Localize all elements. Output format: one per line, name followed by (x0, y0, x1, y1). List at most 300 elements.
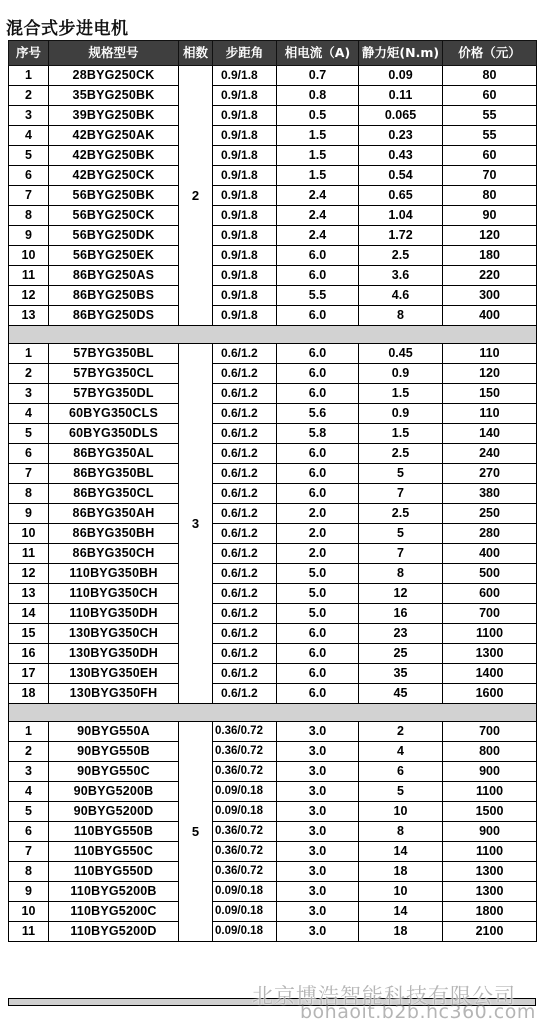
cell-phase-current: 2.4 (277, 226, 359, 246)
cell-step-angle: 0.9/1.8 (213, 166, 277, 186)
cell-model: 60BYG350CLS (49, 404, 179, 424)
cell-index: 13 (9, 584, 49, 604)
table-row (9, 742, 537, 762)
cell-price: 1300 (443, 644, 537, 664)
cell-price: 80 (443, 186, 537, 206)
cell-model: 86BYG250DS (49, 306, 179, 326)
cell-model: 86BYG350AH (49, 504, 179, 524)
cell-phase-current: 2.0 (277, 544, 359, 564)
table-row (9, 862, 537, 882)
cell-model: 130BYG350CH (49, 624, 179, 644)
cell-index: 17 (9, 664, 49, 684)
table-row (9, 624, 537, 644)
cell-price: 1100 (443, 624, 537, 644)
cell-holding-torque: 4 (359, 742, 443, 762)
cell-index: 12 (9, 286, 49, 306)
cell-index: 8 (9, 484, 49, 504)
table-row (9, 644, 537, 664)
cell-holding-torque: 4.6 (359, 286, 443, 306)
table-row (9, 226, 537, 246)
cell-price: 80 (443, 66, 537, 86)
table-row (9, 782, 537, 802)
cell-holding-torque: 45 (359, 684, 443, 704)
table-row (9, 344, 537, 364)
cell-holding-torque: 8 (359, 564, 443, 584)
cell-index: 14 (9, 604, 49, 624)
table-row (9, 86, 537, 106)
table-row (9, 684, 537, 704)
table-row (9, 166, 537, 186)
cell-price: 1800 (443, 902, 537, 922)
cell-phase-current: 6.0 (277, 624, 359, 644)
cell-model: 56BYG250DK (49, 226, 179, 246)
cell-holding-torque: 8 (359, 306, 443, 326)
cell-phase-current: 0.7 (277, 66, 359, 86)
cell-model: 86BYG250BS (49, 286, 179, 306)
cell-index: 6 (9, 822, 49, 842)
table-row (9, 544, 537, 564)
header-model: 规格型号 (49, 41, 179, 66)
cell-step-angle: 0.36/0.72 (213, 742, 277, 762)
cell-phase-current: 3.0 (277, 762, 359, 782)
cell-step-angle: 0.9/1.8 (213, 226, 277, 246)
cell-index: 5 (9, 802, 49, 822)
cell-index: 5 (9, 146, 49, 166)
cell-phase-current: 6.0 (277, 344, 359, 364)
cell-phase-current: 2.0 (277, 504, 359, 524)
cell-phase-current: 3.0 (277, 822, 359, 842)
cell-step-angle: 0.6/1.2 (213, 624, 277, 644)
cell-step-angle: 0.6/1.2 (213, 544, 277, 564)
cell-holding-torque: 2.5 (359, 444, 443, 464)
cell-model: 86BYG350CL (49, 484, 179, 504)
cell-step-angle: 0.9/1.8 (213, 86, 277, 106)
cell-price: 55 (443, 106, 537, 126)
cell-step-angle: 0.9/1.8 (213, 106, 277, 126)
cell-index: 6 (9, 166, 49, 186)
cell-price: 110 (443, 344, 537, 364)
cell-price: 150 (443, 384, 537, 404)
cell-price: 270 (443, 464, 537, 484)
table-row (9, 206, 537, 226)
table-row (9, 286, 537, 306)
cell-holding-torque: 0.65 (359, 186, 443, 206)
table-row (9, 306, 537, 326)
cell-model: 90BYG5200D (49, 802, 179, 822)
cell-price: 800 (443, 742, 537, 762)
cell-index: 11 (9, 922, 49, 942)
cell-phase-current: 3.0 (277, 842, 359, 862)
cell-index: 8 (9, 206, 49, 226)
cell-phase-current: 6.0 (277, 684, 359, 704)
table-row (9, 902, 537, 922)
cell-index: 10 (9, 524, 49, 544)
table-row (9, 524, 537, 544)
cell-phase-current: 3.0 (277, 722, 359, 742)
cell-phase-current: 3.0 (277, 922, 359, 942)
watermark-company: 北京博浩智能科技有限公司 (252, 984, 516, 1008)
cell-index: 16 (9, 644, 49, 664)
cell-step-angle: 0.6/1.2 (213, 404, 277, 424)
cell-holding-torque: 1.04 (359, 206, 443, 226)
cell-holding-torque: 5 (359, 524, 443, 544)
cell-model: 39BYG250BK (49, 106, 179, 126)
cell-index: 4 (9, 404, 49, 424)
table-row (9, 404, 537, 424)
cell-model: 86BYG350BH (49, 524, 179, 544)
cell-index: 10 (9, 902, 49, 922)
table-row (9, 922, 537, 942)
cell-phase-current: 1.5 (277, 126, 359, 146)
cell-holding-torque: 0.065 (359, 106, 443, 126)
cell-model: 110BYG550D (49, 862, 179, 882)
cell-price: 1300 (443, 862, 537, 882)
cell-price: 90 (443, 206, 537, 226)
cell-phase-count: 3 (179, 344, 213, 704)
cell-holding-torque: 18 (359, 922, 443, 942)
table-row (9, 802, 537, 822)
cell-model: 57BYG350CL (49, 364, 179, 384)
cell-step-angle: 0.9/1.8 (213, 66, 277, 86)
cell-index: 11 (9, 266, 49, 286)
cell-holding-torque: 0.9 (359, 364, 443, 384)
cell-step-angle: 0.09/0.18 (213, 902, 277, 922)
stepper-motor-price-table (8, 40, 537, 942)
cell-step-angle: 0.36/0.72 (213, 862, 277, 882)
cell-model: 90BYG550C (49, 762, 179, 782)
cell-phase-current: 2.4 (277, 186, 359, 206)
cell-model: 28BYG250CK (49, 66, 179, 86)
cell-phase-current: 3.0 (277, 782, 359, 802)
cell-step-angle: 0.09/0.18 (213, 802, 277, 822)
cell-phase-current: 1.5 (277, 166, 359, 186)
table-row (9, 882, 537, 902)
cell-holding-torque: 0.09 (359, 66, 443, 86)
cell-model: 56BYG250EK (49, 246, 179, 266)
table-row (9, 584, 537, 604)
cell-price: 280 (443, 524, 537, 544)
cell-holding-torque: 0.9 (359, 404, 443, 424)
cell-phase-current: 5.0 (277, 564, 359, 584)
cell-holding-torque: 7 (359, 544, 443, 564)
cell-price: 2100 (443, 922, 537, 942)
cell-phase-current: 0.8 (277, 86, 359, 106)
cell-holding-torque: 0.43 (359, 146, 443, 166)
cell-phase-current: 3.0 (277, 882, 359, 902)
cell-price: 250 (443, 504, 537, 524)
cell-price: 1300 (443, 882, 537, 902)
cell-index: 13 (9, 306, 49, 326)
cell-index: 3 (9, 762, 49, 782)
cell-phase-current: 6.0 (277, 644, 359, 664)
cell-step-angle: 0.6/1.2 (213, 444, 277, 464)
cell-holding-torque: 5 (359, 464, 443, 484)
header-phase: 相数 (179, 41, 213, 66)
cell-index: 4 (9, 126, 49, 146)
cell-price: 900 (443, 822, 537, 842)
group-separator-row (9, 326, 537, 344)
cell-phase-current: 6.0 (277, 484, 359, 504)
cell-index: 7 (9, 842, 49, 862)
cell-price: 600 (443, 584, 537, 604)
cell-index: 1 (9, 66, 49, 86)
cell-price: 110 (443, 404, 537, 424)
cell-price: 220 (443, 266, 537, 286)
cell-phase-current: 6.0 (277, 444, 359, 464)
cell-model: 42BYG250BK (49, 146, 179, 166)
table-row (9, 464, 537, 484)
cell-index: 18 (9, 684, 49, 704)
cell-phase-current: 6.0 (277, 246, 359, 266)
cell-phase-current: 6.0 (277, 664, 359, 684)
cell-phase-current: 5.8 (277, 424, 359, 444)
cell-model: 110BYG350BH (49, 564, 179, 584)
cell-price: 300 (443, 286, 537, 306)
cell-holding-torque: 0.54 (359, 166, 443, 186)
cell-step-angle: 0.9/1.8 (213, 186, 277, 206)
cell-index: 15 (9, 624, 49, 644)
cell-step-angle: 0.09/0.18 (213, 882, 277, 902)
cell-model: 110BYG550C (49, 842, 179, 862)
cell-step-angle: 0.9/1.8 (213, 306, 277, 326)
cell-step-angle: 0.6/1.2 (213, 464, 277, 484)
cell-model: 56BYG250BK (49, 186, 179, 206)
cell-step-angle: 0.9/1.8 (213, 246, 277, 266)
cell-holding-torque: 0.23 (359, 126, 443, 146)
cell-index: 11 (9, 544, 49, 564)
cell-step-angle: 0.6/1.2 (213, 484, 277, 504)
cell-price: 900 (443, 762, 537, 782)
cell-phase-current: 6.0 (277, 306, 359, 326)
cell-price: 140 (443, 424, 537, 444)
cell-model: 110BYG350DH (49, 604, 179, 624)
cell-phase-count: 2 (179, 66, 213, 326)
table-row (9, 504, 537, 524)
cell-phase-current: 5.0 (277, 584, 359, 604)
cell-step-angle: 0.6/1.2 (213, 424, 277, 444)
cell-holding-torque: 12 (359, 584, 443, 604)
cell-price: 1100 (443, 842, 537, 862)
cell-step-angle: 0.9/1.8 (213, 206, 277, 226)
table-row (9, 822, 537, 842)
table-row (9, 106, 537, 126)
cell-phase-current: 0.5 (277, 106, 359, 126)
cell-price: 180 (443, 246, 537, 266)
cell-model: 86BYG350AL (49, 444, 179, 464)
cell-step-angle: 0.9/1.8 (213, 286, 277, 306)
cell-model: 86BYG350CH (49, 544, 179, 564)
table-row (9, 186, 537, 206)
cell-holding-torque: 0.11 (359, 86, 443, 106)
cell-model: 42BYG250AK (49, 126, 179, 146)
cell-index: 4 (9, 782, 49, 802)
cell-price: 500 (443, 564, 537, 584)
cell-index: 2 (9, 364, 49, 384)
table-row (9, 126, 537, 146)
cell-holding-torque: 6 (359, 762, 443, 782)
cell-price: 70 (443, 166, 537, 186)
table-row (9, 564, 537, 584)
table-header-row (9, 41, 537, 66)
cell-index: 2 (9, 86, 49, 106)
cell-holding-torque: 10 (359, 802, 443, 822)
cell-price: 700 (443, 604, 537, 624)
cell-step-angle: 0.09/0.18 (213, 782, 277, 802)
cell-step-angle: 0.36/0.72 (213, 762, 277, 782)
cell-model: 110BYG5200C (49, 902, 179, 922)
cell-price: 1100 (443, 782, 537, 802)
watermark-url: bohaoit.b2b.hc360.com (300, 1001, 536, 1023)
cell-step-angle: 0.6/1.2 (213, 644, 277, 664)
cell-model: 86BYG350BL (49, 464, 179, 484)
cell-price: 1500 (443, 802, 537, 822)
cell-model: 90BYG550A (49, 722, 179, 742)
cell-step-angle: 0.36/0.72 (213, 722, 277, 742)
cell-step-angle: 0.6/1.2 (213, 504, 277, 524)
table-row (9, 146, 537, 166)
cell-step-angle: 0.6/1.2 (213, 604, 277, 624)
cell-holding-torque: 25 (359, 644, 443, 664)
cell-phase-current: 5.6 (277, 404, 359, 424)
cell-step-angle: 0.36/0.72 (213, 822, 277, 842)
cell-index: 9 (9, 882, 49, 902)
cell-model: 86BYG250AS (49, 266, 179, 286)
table-row (9, 842, 537, 862)
cell-holding-torque: 14 (359, 842, 443, 862)
group-separator (9, 704, 537, 722)
cell-holding-torque: 10 (359, 882, 443, 902)
cell-holding-torque: 5 (359, 782, 443, 802)
cell-model: 42BYG250CK (49, 166, 179, 186)
cell-holding-torque: 2.5 (359, 504, 443, 524)
table-row (9, 266, 537, 286)
cell-phase-count: 5 (179, 722, 213, 942)
cell-index: 2 (9, 742, 49, 762)
cell-model: 110BYG5200D (49, 922, 179, 942)
cell-step-angle: 0.36/0.72 (213, 842, 277, 862)
cell-price: 380 (443, 484, 537, 504)
page-title: 混合式步进电机 (6, 19, 129, 39)
table-row (9, 484, 537, 504)
cell-model: 60BYG350DLS (49, 424, 179, 444)
cell-phase-current: 5.0 (277, 604, 359, 624)
cell-price: 55 (443, 126, 537, 146)
cell-holding-torque: 1.72 (359, 226, 443, 246)
cell-phase-current: 3.0 (277, 862, 359, 882)
cell-phase-current: 6.0 (277, 384, 359, 404)
cell-holding-torque: 23 (359, 624, 443, 644)
header-price: 价格（元） (443, 41, 537, 66)
cell-model: 56BYG250CK (49, 206, 179, 226)
header-holding-torque: 静力矩(N.m) (359, 41, 443, 66)
cell-model: 35BYG250BK (49, 86, 179, 106)
cell-holding-torque: 8 (359, 822, 443, 842)
cell-index: 9 (9, 504, 49, 524)
cell-phase-current: 1.5 (277, 146, 359, 166)
cell-step-angle: 0.9/1.8 (213, 126, 277, 146)
cell-phase-current: 5.5 (277, 286, 359, 306)
table-row (9, 604, 537, 624)
cell-model: 110BYG550B (49, 822, 179, 842)
cell-step-angle: 0.6/1.2 (213, 664, 277, 684)
cell-price: 400 (443, 306, 537, 326)
cell-index: 10 (9, 246, 49, 266)
table-row (9, 246, 537, 266)
cell-index: 12 (9, 564, 49, 584)
cell-step-angle: 0.6/1.2 (213, 684, 277, 704)
cell-index: 1 (9, 344, 49, 364)
cell-holding-torque: 18 (359, 862, 443, 882)
cell-holding-torque: 2.5 (359, 246, 443, 266)
cell-index: 5 (9, 424, 49, 444)
table-row (9, 664, 537, 684)
cell-price: 1600 (443, 684, 537, 704)
cell-model: 130BYG350FH (49, 684, 179, 704)
cell-phase-current: 3.0 (277, 802, 359, 822)
cell-step-angle: 0.9/1.8 (213, 146, 277, 166)
cell-price: 120 (443, 226, 537, 246)
table-row (9, 66, 537, 86)
cell-step-angle: 0.6/1.2 (213, 524, 277, 544)
cell-index: 3 (9, 106, 49, 126)
cell-holding-torque: 2 (359, 722, 443, 742)
cell-phase-current: 6.0 (277, 266, 359, 286)
cell-index: 7 (9, 186, 49, 206)
cell-step-angle: 0.6/1.2 (213, 384, 277, 404)
cell-price: 60 (443, 86, 537, 106)
cell-model: 110BYG5200B (49, 882, 179, 902)
cell-holding-torque: 0.45 (359, 344, 443, 364)
cell-holding-torque: 16 (359, 604, 443, 624)
cell-index: 3 (9, 384, 49, 404)
cell-step-angle: 0.6/1.2 (213, 564, 277, 584)
cell-price: 120 (443, 364, 537, 384)
cell-model: 90BYG5200B (49, 782, 179, 802)
cell-holding-torque: 7 (359, 484, 443, 504)
cell-step-angle: 0.6/1.2 (213, 584, 277, 604)
table-row (9, 722, 537, 742)
cell-holding-torque: 1.5 (359, 384, 443, 404)
cell-price: 60 (443, 146, 537, 166)
header-phase-current: 相电流（A) (277, 41, 359, 66)
cell-phase-current: 6.0 (277, 464, 359, 484)
cell-phase-current: 2.0 (277, 524, 359, 544)
cell-price: 240 (443, 444, 537, 464)
cell-model: 130BYG350DH (49, 644, 179, 664)
cell-phase-current: 3.0 (277, 742, 359, 762)
cell-price: 1400 (443, 664, 537, 684)
cell-index: 9 (9, 226, 49, 246)
cell-index: 1 (9, 722, 49, 742)
cell-model: 110BYG350CH (49, 584, 179, 604)
cell-model: 57BYG350BL (49, 344, 179, 364)
group-separator-row (9, 704, 537, 722)
cell-step-angle: 0.9/1.8 (213, 266, 277, 286)
cell-step-angle: 0.6/1.2 (213, 364, 277, 384)
table-row (9, 364, 537, 384)
table-row (9, 762, 537, 782)
group-separator (9, 326, 537, 344)
cell-holding-torque: 3.6 (359, 266, 443, 286)
cell-phase-current: 2.4 (277, 206, 359, 226)
cell-price: 400 (443, 544, 537, 564)
table-row (9, 384, 537, 404)
cell-index: 8 (9, 862, 49, 882)
header-step-angle: 步距角 (213, 41, 277, 66)
cell-price: 700 (443, 722, 537, 742)
cell-index: 6 (9, 444, 49, 464)
cell-index: 7 (9, 464, 49, 484)
